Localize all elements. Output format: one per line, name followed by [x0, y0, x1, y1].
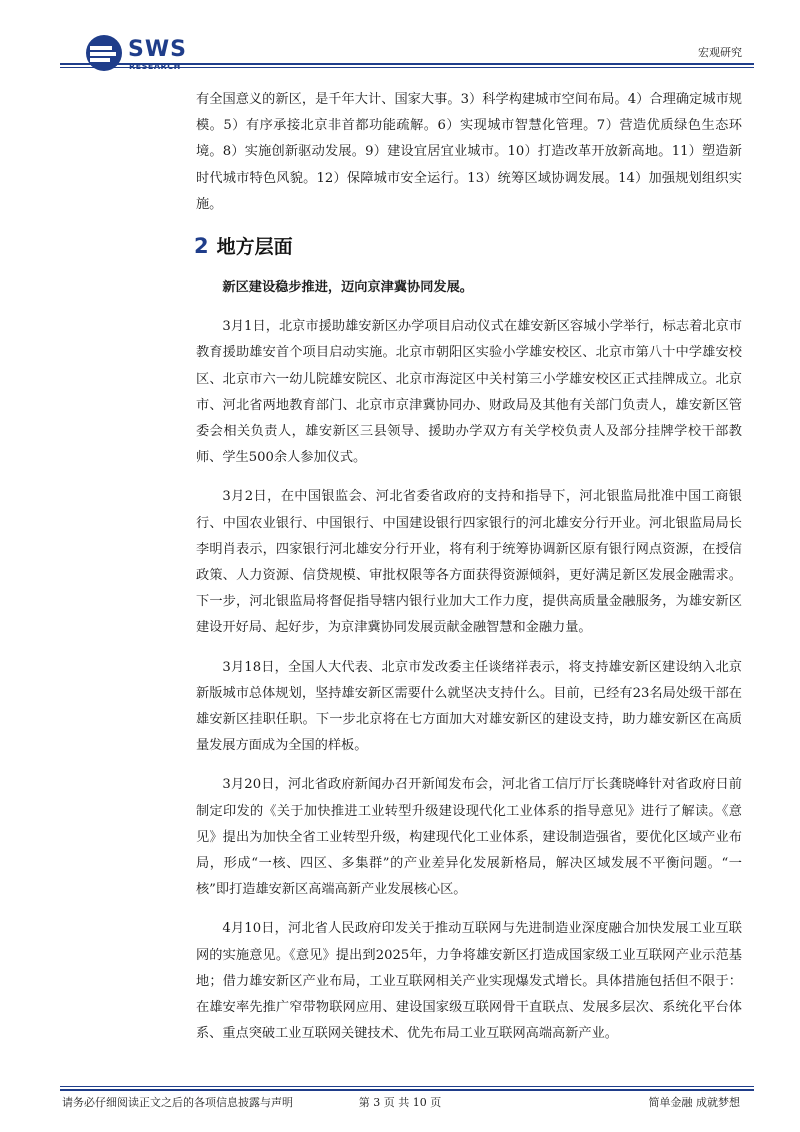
paragraph-internet: 4月10日，河北省人民政府印发关于推动互联网与先进制造业深度融合加快发展工业互联网的实施意见。《意见》提出到2025年，力争将雄安新区打造成国家级工业互联网产业示范基地；借力雄安新区产业布局，工业互联网相关产业实现爆发式增长。具体措施包括但不限于：在雄安率先推广窄带物联网应用、建设国家级互联网骨干直联点、发展多层次、系统化平台体系、重点突破工业互联网关键技术、优先布局工业互联网高端高新产业。	[196, 921, 742, 1042]
section-heading	[194, 231, 742, 262]
footer-slogan: 简单金融 成就梦想	[648, 1096, 740, 1109]
paragraph-industry: 3月20日，河北省政府新闻办召开新闻发布会，河北省工信厅厅长龚晓峰针对省政府日前制定印发的《关于加快推进工业转型升级建设现代化工业体系的指导意见》进行了解读。《意见》提出为加快全省工业转型升级，构建现代化工业体系，建设制造强省，要优化区域产业布局，形成“一核、四区、多集群”的产业差异化发展新格局，解决区域发展不平衡问题。“一核”即打造雄安新区高端高新产业发展核心区。	[196, 777, 742, 898]
paragraph-continued: 有全国意义的新区，是千年大计、国家大事。3）科学构建城市空间布局。4）合理确定城市规模。5）有序承接北京非首都功能疏解。6）实现城市智慧化管理。7）营造优质绿色生态环境。8）实施创新驱动发展。9）建设宜居宜业城市。10）打造改革开放新高地。11）塑造新时代城市特色风貌。12）保障城市安全运行。13）统筹区域协调发展。14）加强规划组织实施。	[196, 92, 742, 212]
footer-disclaimer: 请务必仔细阅读正文之后的各项信息披露与声明	[62, 1096, 293, 1109]
company-logo	[84, 33, 196, 77]
paragraph-banking: 3月2日，在中国银监会、河北省委省政府的支持和指导下，河北银监局批准中国工商银行、中国农业银行、中国银行、中国建设银行四家银行的河北雄安分行开业。河北银监局局长李明肖表示，四家银行河北雄安分行开业，将有利于统筹协调新区原有银行网点资源，在授信政策、人力资源、信贷规模、审批权限等各方面获得资源倾斜，更好满足新区发展金融需求。下一步，河北银监局将督促指导辖内银行业加大工作力度，提供高质量金融服务，为雄安新区建设开好局、起好步，为京津冀协同发展贡献金融智慧和金融力量。	[196, 489, 742, 636]
section-number: 2	[194, 234, 209, 259]
section-title: 地方层面	[216, 236, 293, 259]
section-tag: 宏观研究	[698, 46, 742, 59]
document-body	[196, 87, 742, 1061]
paragraph-education: 3月1日，北京市援助雄安新区办学项目启动仪式在雄安新区容城小学举行，标志着北京市教育援助雄安首个项目启动实施。北京市朝阳区实验小学雄安校区、北京市第八十中学雄安校区、北京市六一幼儿院雄安院区、北京市海淀区中关村第三小学雄安校区正式挂牌成立。北京市、河北省两地教育部门、北京市京津冀协同办、财政局及其他有关部门负责人，雄安新区管委会相关负责人，雄安新区三县领导、援助办学双方有关学校负责人及部分挂牌学校干部教师、学生500余人参加仪式。	[196, 319, 742, 466]
header-divider	[60, 63, 754, 65]
footer-divider	[60, 1089, 754, 1091]
section-summary: 新区建设稳步推进，迈向京津冀协同发展。	[222, 280, 473, 296]
paragraph-beijing-support: 3月18日，全国人大代表、北京市发改委主任谈绪祥表示，将支持雄安新区建设纳入北京新版城市总体规划，坚持雄安新区需要什么就坚决支持什么。目前，已经有23名局处级干部在雄安新区挂职任职。下一步北京将在七方面加大对雄安新区的建设支持，助力雄安新区在高质量发展方面成为全国的样板。	[196, 659, 742, 754]
page-number: 第 3 页 共 10 页	[358, 1096, 442, 1109]
header-divider-thin	[60, 67, 754, 68]
logo-text: SWS	[128, 37, 187, 62]
footer-divider-thin	[60, 1086, 754, 1087]
